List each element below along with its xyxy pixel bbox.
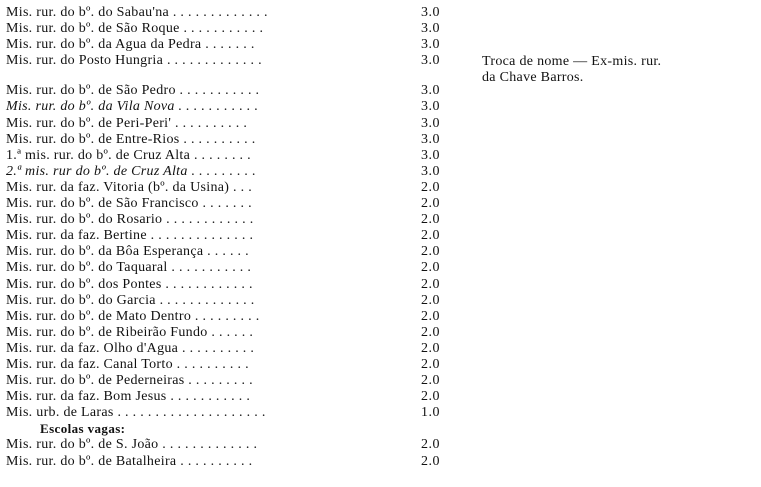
row-label: Mis. rur. da faz. Vitoria (bº. da Usina) . . . bbox=[6, 179, 253, 195]
table-row bbox=[6, 5, 456, 21]
row-label: Mis. rur. da faz. Canal Torto . . . . . . . . . . bbox=[6, 356, 249, 372]
table-row bbox=[6, 116, 456, 132]
row-value: 3.0 bbox=[421, 99, 440, 115]
table-row bbox=[6, 260, 456, 276]
row-label: Mis. rur. do bº. de Batalheira . . . . . . . . . . bbox=[6, 453, 253, 469]
table-row bbox=[6, 341, 456, 357]
row-label: Mis. rur. do bº. de Mato Dentro . . . . . . . . . bbox=[6, 308, 260, 324]
table-row bbox=[6, 357, 456, 373]
row-label: Mis. rur. da faz. Bom Jesus . . . . . . . . . . . bbox=[6, 389, 251, 405]
table-row bbox=[6, 454, 456, 470]
row-value: 3.0 bbox=[421, 115, 440, 131]
row-label: Mis. rur. do bº. do Taquaral . . . . . . . . . . . bbox=[6, 260, 252, 276]
row-value: 3.0 bbox=[421, 5, 440, 20]
table-row bbox=[6, 325, 456, 341]
row-value: 2.0 bbox=[421, 244, 440, 260]
table-row bbox=[6, 180, 456, 196]
table-row bbox=[6, 437, 456, 453]
row-value: 3.0 bbox=[421, 21, 440, 37]
row-label: 2.ª mis. rur do bº. de Cruz Alta . . . . . . . . . bbox=[6, 163, 257, 179]
row-value: 1.0 bbox=[421, 405, 440, 421]
row-label: Mis. rur. do Posto Hungria . . . . . . . . . . . . . bbox=[6, 53, 262, 69]
table-row bbox=[6, 53, 456, 69]
table-row bbox=[6, 373, 456, 389]
row-label: Mis. rur. do bº. de São Pedro . . . . . . . . . . . bbox=[6, 83, 260, 99]
row-value: 3.0 bbox=[421, 37, 440, 53]
note-line: da Chave Barros. bbox=[482, 70, 584, 85]
table-row bbox=[6, 21, 456, 37]
row-label: Mis. rur. do bº. de S. João . . . . . . . . . . . . . bbox=[6, 437, 258, 453]
row-value: 3.0 bbox=[421, 163, 440, 179]
row-value: 2.0 bbox=[421, 373, 440, 389]
table-row bbox=[6, 389, 456, 405]
row-label: Mis. rur. do bº. de Pederneiras . . . . . . . . . bbox=[6, 373, 253, 389]
row-label: Mis. rur. do bº. dos Pontes . . . . . . . . . . . . bbox=[6, 276, 253, 292]
table-row bbox=[6, 405, 456, 421]
table-row bbox=[6, 196, 456, 212]
row-value: 2.0 bbox=[421, 453, 440, 469]
row-value: 3.0 bbox=[421, 83, 440, 99]
table-row bbox=[6, 212, 456, 228]
table-row bbox=[6, 277, 456, 293]
row-value: 2.0 bbox=[421, 340, 440, 356]
row-label: Mis. rur. do bº. de Peri-Peri' . . . . . . . . . . bbox=[6, 115, 248, 131]
table-row bbox=[6, 37, 456, 53]
school-list bbox=[6, 5, 456, 470]
row-value: 3.0 bbox=[421, 131, 440, 147]
row-value: 2.0 bbox=[421, 389, 440, 405]
row-value: 2.0 bbox=[421, 308, 440, 324]
table-row bbox=[6, 309, 456, 325]
row-label: Mis. rur. do bº. de São Francisco . . . . . . . bbox=[6, 196, 252, 212]
row-value: 3.0 bbox=[421, 147, 440, 163]
row-label: Mis. urb. de Laras . . . . . . . . . . . . . . . . . . . . bbox=[6, 405, 266, 421]
row-label: Mis. rur. do bº. do Garcia . . . . . . . . . . . . . bbox=[6, 292, 255, 308]
row-label: Mis. rur. do bº. do Sabau'na . . . . . . . . . . . . . bbox=[6, 5, 268, 20]
table-row bbox=[6, 132, 456, 148]
row-label: Mis. rur. da faz. Bertine . . . . . . . . . . . . . . bbox=[6, 228, 254, 244]
row-label: Mis. rur. do bº. de Entre-Rios . . . . . . . . . . bbox=[6, 131, 256, 147]
row-value: 3.0 bbox=[421, 53, 440, 69]
table-row bbox=[6, 148, 456, 164]
row-value: 2.0 bbox=[421, 228, 440, 244]
row-value: 2.0 bbox=[421, 356, 440, 372]
row-gap bbox=[6, 69, 456, 83]
vacant-heading: Escolas vagas: bbox=[40, 421, 126, 437]
row-label: Mis. rur. do bº. da Bôa Esperança . . . . . . bbox=[6, 244, 249, 260]
note-line: Troca de nome — Ex-mis. rur. bbox=[482, 54, 662, 69]
row-value: 2.0 bbox=[421, 196, 440, 212]
table-row bbox=[6, 83, 456, 99]
table-row bbox=[6, 164, 456, 180]
row-value: 2.0 bbox=[421, 212, 440, 228]
row-label: Mis. rur. do bº. de São Roque . . . . . . . . . . . bbox=[6, 21, 264, 37]
row-label: Mis. rur. do bº. da Agua da Pedra . . . . . . . bbox=[6, 37, 255, 53]
row-value: 2.0 bbox=[421, 276, 440, 292]
margin-note bbox=[482, 54, 752, 86]
row-value: 2.0 bbox=[421, 324, 440, 340]
table-row bbox=[6, 244, 456, 260]
row-label: Mis. rur. do bº. do Rosario . . . . . . . . . . . . bbox=[6, 212, 254, 228]
row-value: 2.0 bbox=[421, 179, 440, 195]
row-label: Mis. rur. do bº. da Vila Nova . . . . . . . . . . . bbox=[6, 99, 259, 115]
row-label: Mis. rur. do bº. de Ribeirão Fundo . . . . . . bbox=[6, 324, 254, 340]
row-value: 2.0 bbox=[421, 292, 440, 308]
table-row bbox=[6, 228, 456, 244]
table-row bbox=[6, 99, 456, 115]
row-value: 2.0 bbox=[421, 260, 440, 276]
table-row bbox=[6, 293, 456, 309]
row-label: Mis. rur. da faz. Olho d'Agua . . . . . . . . . . bbox=[6, 340, 255, 356]
row-value: 2.0 bbox=[421, 437, 440, 453]
row-label: 1.ª mis. rur. do bº. de Cruz Alta . . . . . . . . bbox=[6, 147, 251, 163]
